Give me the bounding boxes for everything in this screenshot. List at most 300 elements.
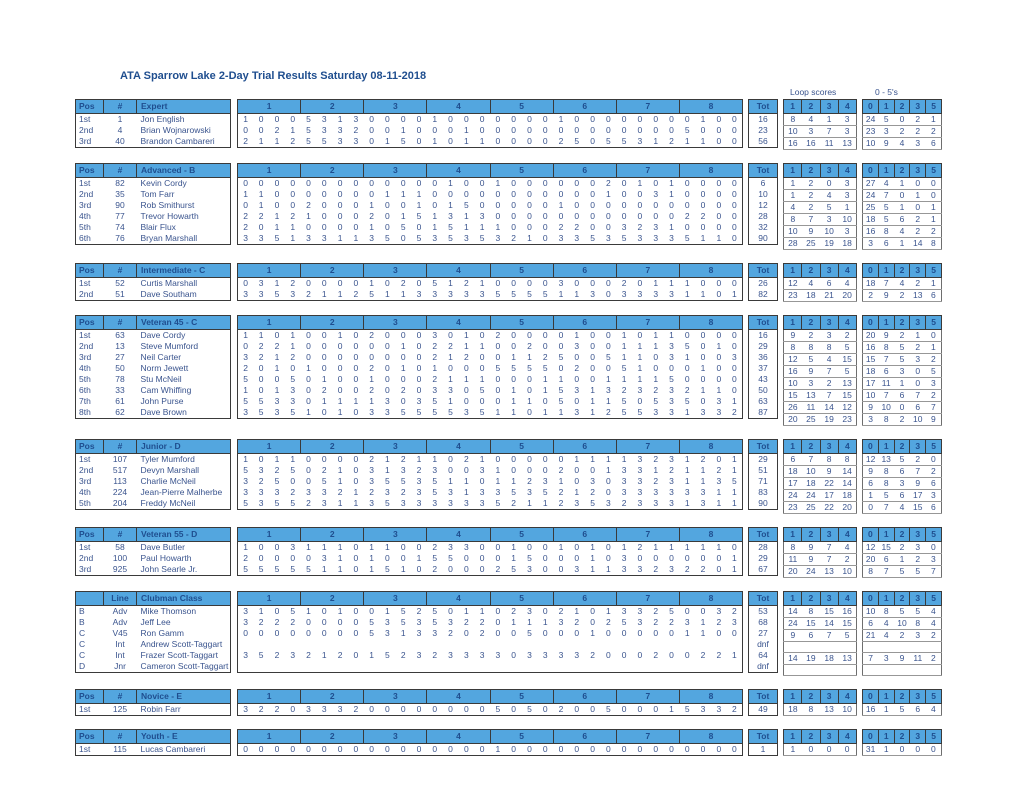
score-cell: 3 — [337, 704, 343, 714]
score-cell: 1 — [700, 114, 706, 124]
score-cell: 0 — [337, 628, 343, 638]
loop-cell: 2 — [820, 378, 838, 390]
num-cell: 925 — [112, 564, 128, 574]
num-cell: 517 — [112, 465, 128, 475]
score-cell: 1 — [511, 352, 517, 362]
score-cell: 0 — [637, 114, 643, 124]
score-cell: 0 — [527, 200, 532, 210]
score-cell: 0 — [716, 189, 722, 199]
table-row — [76, 385, 231, 396]
loop-cell: 25 — [802, 238, 820, 250]
zeros-cell: 10 — [863, 390, 879, 402]
score-cell: 1 — [605, 465, 611, 475]
score-cell: 0 — [479, 200, 485, 210]
score-cell: 0 — [511, 222, 517, 232]
score-cell: 2 — [306, 200, 311, 210]
total-header: Tot — [749, 164, 778, 178]
score-cell: 5 — [495, 363, 501, 373]
score-cell: 0 — [290, 189, 296, 199]
score-cell: 0 — [385, 553, 390, 563]
table-row — [749, 200, 778, 211]
zeros-cell: 2 — [863, 290, 879, 302]
score-cell: 1 — [448, 352, 453, 362]
table-row — [238, 704, 743, 716]
table-row — [863, 126, 942, 138]
score-cell: 5 — [306, 114, 311, 124]
score-cell: 0 — [321, 617, 327, 627]
score-cell: 0 — [432, 200, 438, 210]
zeros-col-header: 1 — [878, 164, 894, 178]
loop-col-header: 4 — [838, 100, 856, 114]
table-row — [238, 341, 743, 352]
score-cell: 3 — [337, 136, 343, 146]
score-cell: 1 — [542, 407, 548, 417]
loop-cell: 10 — [838, 566, 856, 578]
zeros-cell — [878, 665, 894, 676]
score-cell: 0 — [400, 744, 406, 754]
score-cell: 0 — [700, 374, 706, 384]
score-cell: 3 — [416, 289, 422, 299]
loop-col-header: 4 — [838, 164, 856, 178]
zeros-col-header: 3 — [910, 316, 926, 330]
score-cell: 0 — [574, 200, 580, 210]
score-cell: 1 — [558, 407, 564, 417]
score-cell: 5 — [306, 125, 311, 135]
score-cell: 0 — [716, 222, 722, 232]
score-cell: 1 — [369, 564, 374, 574]
score-cell: 1 — [416, 553, 422, 563]
header-row — [863, 528, 942, 542]
score-cell: 0 — [353, 385, 359, 395]
score-cell: 0 — [306, 278, 311, 288]
pos-cell: 5th — [79, 374, 91, 384]
table-row — [238, 476, 743, 487]
zeros-col-header: 1 — [878, 592, 894, 606]
table-row — [76, 617, 231, 628]
score-cell: 0 — [669, 125, 674, 135]
score-cell: 0 — [337, 617, 343, 627]
score-cell: 0 — [400, 233, 406, 243]
score-cell: 3 — [369, 233, 374, 243]
scores-table — [237, 591, 743, 673]
score-cell: 0 — [400, 200, 406, 210]
score-cell: 1 — [716, 233, 722, 243]
score-cell: 1 — [243, 330, 248, 340]
score-cell: 1 — [337, 396, 343, 406]
zeros-cell: 11 — [878, 378, 894, 390]
score-cell — [679, 639, 695, 650]
zeros-col-header: 5 — [926, 264, 942, 278]
table-row — [784, 126, 857, 138]
score-cell: 1 — [385, 606, 390, 616]
score-cell: 0 — [306, 628, 311, 638]
class-section — [75, 439, 955, 514]
score-cell: 0 — [337, 385, 343, 395]
score-cell: 1 — [621, 454, 627, 464]
score-cell: 1 — [479, 136, 485, 146]
score-cell: 0 — [337, 200, 343, 210]
score-cell: 2 — [637, 222, 643, 232]
table-row — [238, 661, 743, 672]
zeros-cell: 4 — [926, 704, 942, 716]
score-cell: 5 — [684, 704, 690, 714]
score-cell: 1 — [290, 454, 296, 464]
score-cell: 0 — [353, 454, 359, 464]
score-cell: 1 — [337, 407, 343, 417]
loop-cell: 3 — [820, 330, 838, 342]
score-cell: 0 — [700, 396, 706, 406]
score-cell: 0 — [495, 125, 501, 135]
score-cell: 2 — [731, 606, 737, 616]
score-cell: 1 — [337, 233, 343, 243]
score-cell: 1 — [716, 498, 722, 508]
score-cell: 2 — [274, 617, 280, 627]
score-cell: 0 — [684, 114, 690, 124]
score-cell: 0 — [337, 341, 343, 351]
score-cell: 1 — [605, 564, 611, 574]
score-cell: 0 — [700, 222, 706, 232]
zeros-col-header: 2 — [894, 264, 910, 278]
score-cell: 3 — [479, 465, 485, 475]
loop-cell: 17 — [820, 490, 838, 502]
score-cell: 0 — [353, 374, 359, 384]
score-cell: 1 — [369, 374, 374, 384]
score-cell: 1 — [385, 136, 390, 146]
table-row — [749, 136, 778, 148]
score-cell: 1 — [495, 744, 501, 754]
score-cell: 0 — [290, 628, 296, 638]
score-cell: 1 — [590, 407, 595, 417]
score-cell: 0 — [700, 189, 706, 199]
score-cell — [238, 661, 254, 672]
score-cell: 3 — [605, 233, 611, 243]
loop-cell: 9 — [802, 554, 820, 566]
loop-col-header: 3 — [820, 690, 838, 704]
loop-col-header: 1 — [784, 690, 802, 704]
zeros-cell: 20 — [863, 554, 879, 566]
zeros-cell: 14 — [910, 238, 926, 250]
score-cell: 1 — [700, 289, 706, 299]
score-cell: 0 — [716, 178, 722, 188]
zeros-cell: 0 — [910, 744, 926, 756]
table-row — [863, 704, 942, 716]
num-cell: Adv — [112, 617, 128, 627]
zeros-label: 0 - 5's — [875, 87, 898, 97]
score-cell: 0 — [321, 189, 327, 199]
score-cell: 0 — [243, 628, 248, 638]
num-cell: 58 — [115, 542, 125, 552]
loop-scores-table — [783, 163, 857, 250]
total-cell: 56 — [758, 136, 768, 146]
score-cell: 1 — [605, 606, 611, 616]
score-cell: 3 — [653, 498, 659, 508]
score-cell: 3 — [653, 289, 659, 299]
zeros-col-header: 0 — [863, 592, 879, 606]
score-cell: 5 — [448, 553, 453, 563]
score-cell: 0 — [337, 374, 343, 384]
score-group-header: 6 — [553, 100, 616, 114]
zeros-cell: 3 — [894, 366, 910, 378]
zeros-table — [862, 729, 942, 756]
score-cell: 0 — [511, 125, 517, 135]
table-row — [238, 374, 743, 385]
pos-cell: 1st — [79, 330, 91, 340]
score-cell: 1 — [290, 233, 296, 243]
zeros-cell: 5 — [878, 490, 894, 502]
pos-cell: C — [79, 639, 86, 649]
score-cell: 2 — [495, 330, 501, 340]
score-cell: 3 — [558, 617, 564, 627]
zeros-col-header: 5 — [926, 730, 942, 744]
rider-name: Steve Mumford — [140, 341, 199, 351]
table-row — [76, 341, 231, 352]
score-cell: 1 — [527, 396, 532, 406]
loop-cell: 5 — [838, 630, 856, 642]
loop-cell: 3 — [838, 190, 856, 202]
score-cell: 0 — [337, 278, 343, 288]
score-cell: 0 — [621, 704, 627, 714]
zeros-cell: 31 — [863, 744, 879, 756]
score-cell: 0 — [448, 454, 453, 464]
score-cell: 1 — [558, 200, 564, 210]
zeros-col-header: 0 — [863, 730, 879, 744]
zeros-cell: 8 — [926, 238, 942, 250]
pos-cell: 3rd — [79, 352, 92, 362]
table-row — [749, 542, 778, 554]
score-group-header: 8 — [679, 316, 742, 330]
score-cell: 2 — [290, 617, 296, 627]
score-cell: 0 — [731, 178, 737, 188]
loop-cell: 12 — [784, 354, 802, 366]
score-cell: 5 — [290, 606, 296, 616]
zeros-col-header: 1 — [878, 730, 894, 744]
loop-cell: 0 — [838, 744, 856, 756]
score-cell: 3 — [716, 407, 722, 417]
zeros-cell: 9 — [878, 138, 894, 150]
zeros-cell: 8 — [910, 618, 926, 630]
score-cell: 0 — [511, 465, 517, 475]
score-cell: 0 — [290, 744, 296, 754]
score-cell: 0 — [700, 178, 706, 188]
loop-cell: 14 — [784, 653, 802, 665]
score-cell: 3 — [385, 628, 390, 638]
loop-cell: 3 — [802, 126, 820, 138]
score-cell: 5 — [605, 352, 611, 362]
zeros-cell: 2 — [926, 354, 942, 366]
table-row — [749, 650, 778, 661]
score-cell: 3 — [385, 617, 390, 627]
scores-table — [237, 439, 743, 510]
score-cell: 0 — [274, 744, 280, 754]
table-row — [238, 542, 743, 554]
score-cell: 0 — [590, 189, 595, 199]
score-cell: 0 — [527, 125, 532, 135]
score-cell: 1 — [321, 374, 327, 384]
score-cell: 0 — [448, 114, 453, 124]
table-row — [784, 202, 857, 214]
score-cell: 3 — [605, 498, 611, 508]
header-row — [784, 264, 857, 278]
score-cell: 3 — [574, 498, 580, 508]
score-cell: 1 — [479, 222, 485, 232]
names-table — [75, 263, 231, 301]
rider-name: Norm Jewett — [140, 363, 189, 373]
score-cell: 0 — [321, 628, 327, 638]
score-cell: 0 — [558, 564, 564, 574]
score-cell: 0 — [369, 606, 374, 616]
total-header: Tot — [749, 316, 778, 330]
score-cell: 1 — [669, 278, 674, 288]
score-cell: 1 — [637, 374, 643, 384]
zeros-cell: 2 — [926, 126, 942, 138]
table-row — [749, 125, 778, 136]
score-cell: 3 — [448, 650, 453, 660]
score-cell: 3 — [448, 211, 453, 221]
table-row — [238, 407, 743, 419]
score-cell: 3 — [243, 289, 248, 299]
score-cell: 0 — [700, 200, 706, 210]
score-cell: 3 — [621, 553, 627, 563]
score-cell: 0 — [416, 385, 422, 395]
loop-cell: 0 — [802, 744, 820, 756]
header-row — [76, 528, 231, 542]
score-cell: 0 — [258, 125, 264, 135]
score-cell — [269, 639, 285, 650]
table-row — [76, 114, 231, 126]
score-cell: 5 — [637, 407, 643, 417]
score-cell: 2 — [574, 222, 580, 232]
zeros-col-header: 2 — [894, 690, 910, 704]
table-row — [784, 378, 857, 390]
score-cell: 0 — [369, 341, 374, 351]
score-cell: 3 — [669, 407, 674, 417]
table-row — [863, 190, 942, 202]
score-cell: 2 — [258, 476, 264, 486]
score-cell: 5 — [400, 606, 406, 616]
score-cell: 1 — [637, 363, 643, 373]
table-row — [238, 136, 743, 148]
rider-name: Ron Gamm — [140, 628, 184, 638]
score-cell: 0 — [527, 374, 532, 384]
score-cell: 0 — [400, 330, 406, 340]
score-cell: 0 — [448, 465, 453, 475]
score-cell: 1 — [274, 385, 280, 395]
zeros-col-header: 3 — [910, 264, 926, 278]
score-cell: 1 — [495, 476, 501, 486]
score-cell: 3 — [321, 553, 327, 563]
table-row — [863, 542, 942, 554]
score-cell: 0 — [731, 211, 737, 221]
table-row — [863, 630, 942, 642]
score-cell: 1 — [416, 454, 422, 464]
score-cell: 0 — [574, 396, 580, 406]
class-name-header: Intermediate - C — [137, 264, 231, 278]
table-row — [863, 226, 942, 238]
score-cell: 2 — [258, 211, 264, 221]
loop-cell: 4 — [802, 278, 820, 290]
loop-cell: 16 — [784, 138, 802, 150]
score-group-header: 7 — [616, 730, 679, 744]
num-cell: 1 — [117, 114, 123, 124]
score-cell: 0 — [542, 606, 548, 616]
rider-name: Tom Farr — [140, 189, 175, 199]
pos-cell: 2nd — [79, 189, 94, 199]
score-cell: 1 — [684, 465, 690, 475]
score-cell: 0 — [385, 374, 390, 384]
loop-cell: 19 — [802, 653, 820, 665]
score-cell — [600, 661, 616, 672]
table-row — [784, 226, 857, 238]
score-group-header: 4 — [427, 264, 490, 278]
score-cell: 0 — [416, 744, 422, 754]
score-cell — [600, 639, 616, 650]
score-cell: 2 — [700, 564, 706, 574]
score-cell: 1 — [243, 189, 248, 199]
score-cell: 0 — [653, 553, 659, 563]
table-row — [749, 704, 778, 716]
score-cell — [553, 661, 569, 672]
loop-cell: 4 — [784, 202, 802, 214]
score-cell: 2 — [605, 178, 611, 188]
score-cell: 0 — [258, 553, 264, 563]
score-cell: 0 — [637, 211, 643, 221]
score-cell: 2 — [400, 385, 406, 395]
zeros-col-header: 3 — [910, 164, 926, 178]
total-table — [748, 263, 778, 301]
score-cell: 2 — [432, 650, 438, 660]
loop-col-header: 2 — [802, 164, 820, 178]
loop-cell: 8 — [838, 454, 856, 466]
num-cell: 204 — [112, 498, 128, 508]
score-cell: 5 — [432, 476, 438, 486]
num-cell: 107 — [112, 454, 128, 464]
score-group-header: 1 — [238, 690, 301, 704]
score-cell — [522, 639, 538, 650]
pos-cell: B — [79, 617, 85, 627]
score-cell: 0 — [369, 704, 374, 714]
score-cell: 0 — [731, 628, 737, 638]
loop-cell: 23 — [784, 290, 802, 302]
score-cell: 3 — [621, 465, 627, 475]
loop-cell: 4 — [820, 354, 838, 366]
num-cell: 52 — [115, 278, 125, 288]
score-cell: 3 — [637, 617, 643, 627]
score-cell — [522, 661, 538, 672]
loop-cell: 3 — [820, 214, 838, 226]
header-row — [749, 264, 778, 278]
score-cell: 1 — [337, 542, 343, 552]
zeros-cell: 0 — [894, 744, 910, 756]
total-cell: 67 — [758, 564, 768, 574]
score-cell: 1 — [731, 465, 737, 475]
score-group-header: 6 — [553, 440, 616, 454]
score-cell: 1 — [400, 341, 406, 351]
score-cell: 3 — [463, 542, 469, 552]
score-cell: 1 — [731, 553, 737, 563]
score-cell: 0 — [527, 178, 532, 188]
score-cell: 0 — [400, 178, 406, 188]
score-cell — [648, 661, 664, 672]
score-group-header: 1 — [238, 730, 301, 744]
score-cell — [238, 639, 254, 650]
score-cell: 0 — [353, 200, 359, 210]
zeros-cell: 7 — [910, 466, 926, 478]
loop-cell — [820, 642, 838, 653]
score-cell: 3 — [669, 498, 674, 508]
score-cell: 0 — [479, 178, 485, 188]
score-cell: 0 — [558, 211, 564, 221]
header-row — [784, 316, 857, 330]
